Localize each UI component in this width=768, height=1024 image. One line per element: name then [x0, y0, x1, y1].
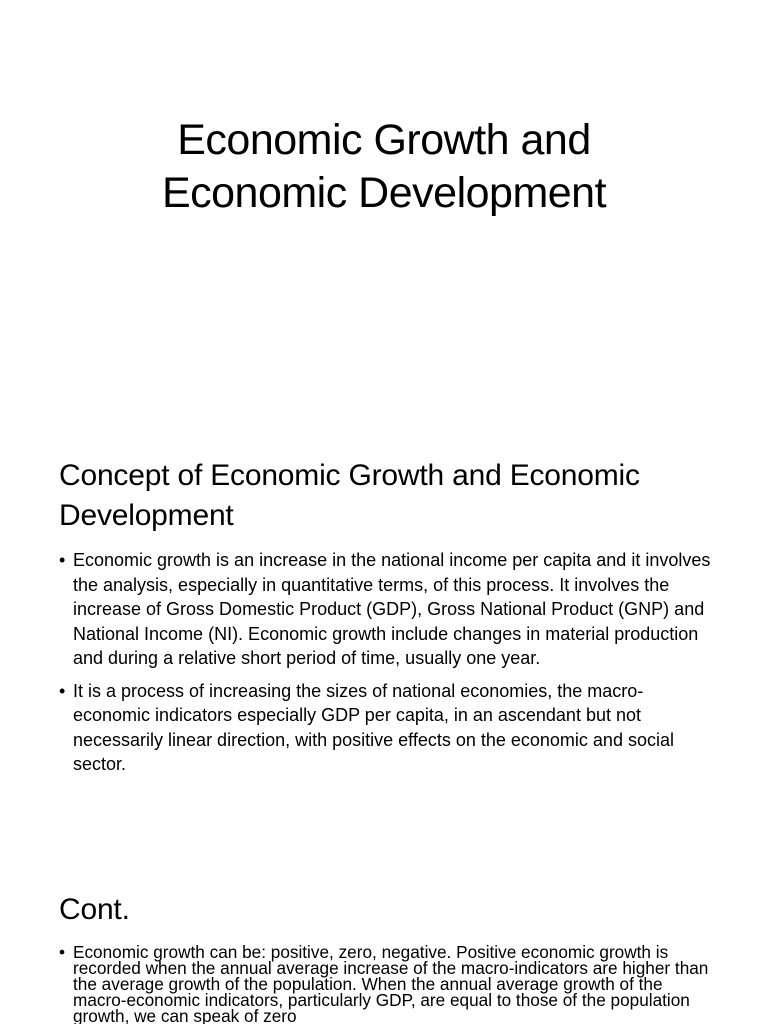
title-line-1: Economic Growth and	[177, 116, 591, 164]
bullet-item	[59, 679, 714, 777]
presentation-title	[0, 114, 768, 220]
bullet-list	[59, 944, 714, 1024]
slide-cont	[0, 862, 768, 1024]
bullet-text: Economic growth can be: positive, zero, negative. Positive economic growth is recorded when the annual average increase of the macro-indicators are higher than the average growth of the population. When the annual average growth of the macro-economic indicators, particularly GDP, are equal to those of the population growth, we can speak of zero	[73, 942, 709, 1024]
slide-heading: Cont.	[59, 893, 130, 926]
bullet-marker: •	[59, 680, 66, 701]
bullet-item	[59, 548, 714, 671]
bullet-item	[59, 944, 714, 1024]
bullet-marker: •	[59, 550, 66, 570]
title-line-2: Economic Development	[161, 169, 607, 217]
slide-concept	[0, 432, 768, 862]
bullet-list	[59, 548, 714, 785]
slide-title	[0, 0, 768, 432]
bullet-marker: •	[59, 942, 66, 962]
bullet-text: It is a process of increasing the sizes of national economies, the macro-economic indicators especially GDP per capita, in an ascendant but not necessarily linear direction, with positive effects on the economic and social sector.	[73, 680, 674, 774]
slide-heading: Concept of Economic Growth and Economic Development	[59, 459, 640, 532]
bullet-text: Economic growth is an increase in the national income per capita and it involves the analysis, especially in quantitative terms, of this process. It involves the increase of Gross Domestic Product (GDP), Gross National Product (GNP) and National Income (NI). Economic growth include changes in material production and during a relative short period of time, usually one year.	[73, 550, 711, 668]
